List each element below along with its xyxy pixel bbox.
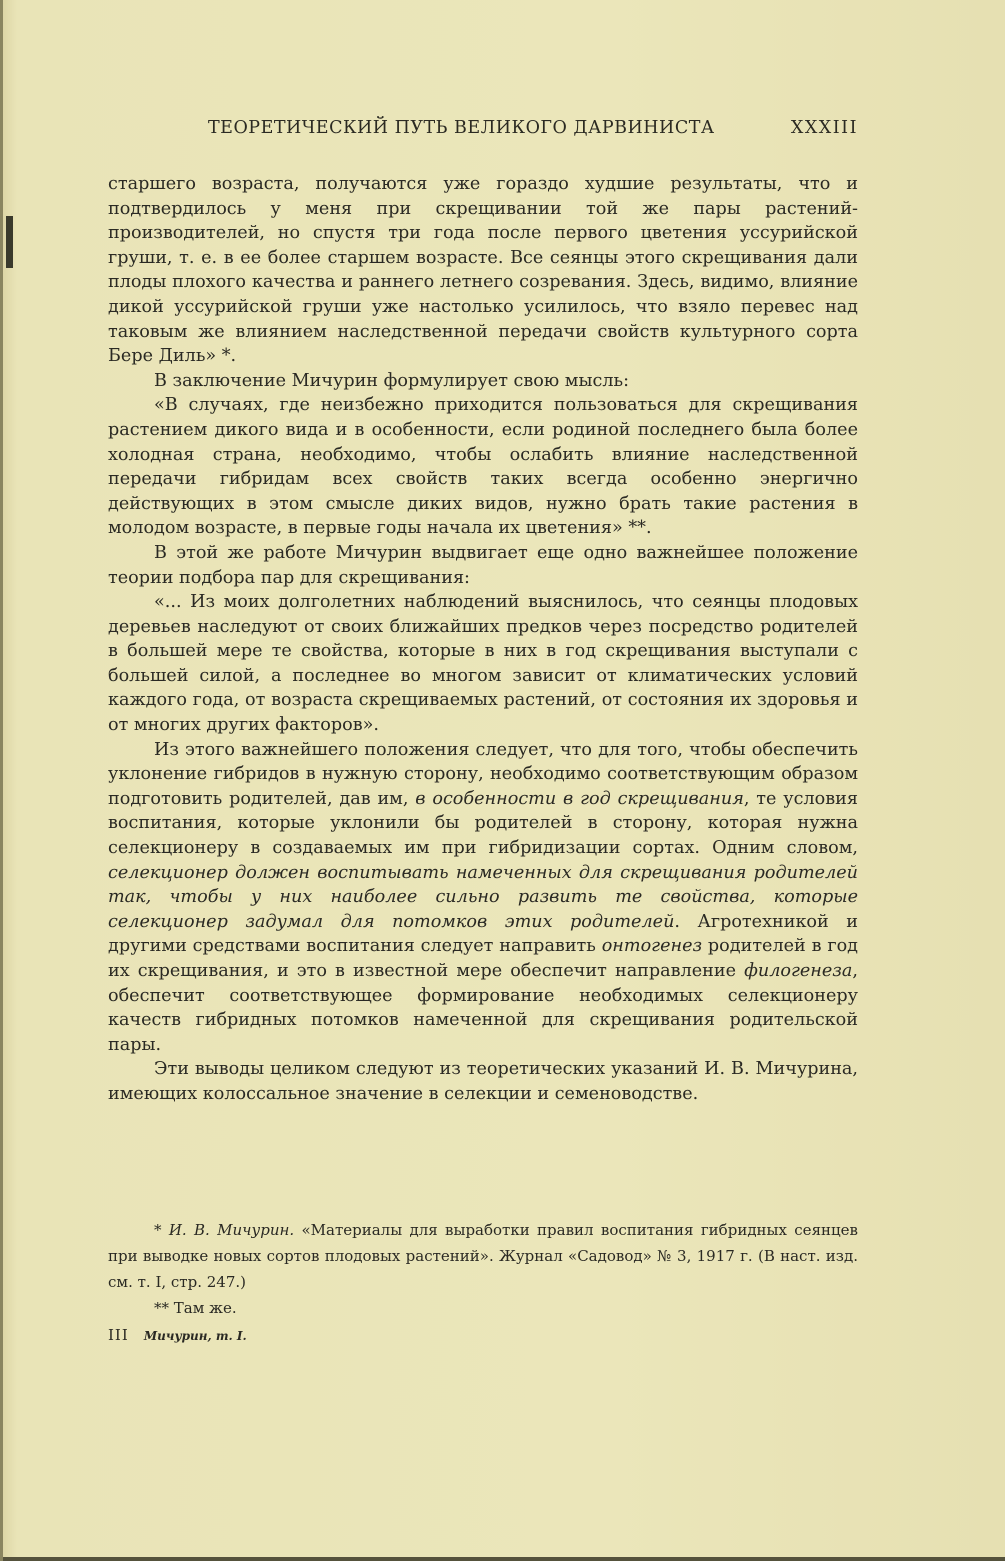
- paragraph-6-text-1: Из этого важнейшего положения следует, что для того, чтобы обеспечить уклонение гибридов в нужную сторону, необходимо соответствующим образом подготовить родителей, дав им,: [108, 739, 858, 809]
- footnotes: [108, 1217, 858, 1321]
- running-head: [208, 118, 858, 148]
- quote-2: «... Из моих долголетних наблюдений выяснилось, что сеянцы плодовых деревьев наследуют от своих ближайших предков через посредство родителей в большей мере те свойства, которые в них в год скрещивания выступали с большей силой, а последнее во многом зависит от климатических условий каждого года, от возраста скрещиваемых растений, от состояния их здоровья и от многих других факторов».: [108, 592, 858, 736]
- paragraph-1: старшего возраста, получаются уже гораздо худшие результаты, что и подтвердилось у меня при скрещивании той же пары растений-производителей, но спустя три года после первого цветения уссурийской груши, т. е. в ее более старшем возрасте. Все сеянцы этого скрещивания дали плоды плохого качества и раннего летнего созревания. Здесь, видимо, влияние дикой уссурийской груши уже настолько усилилось, что взяло перевес над таковым же влиянием наследственной передачи свойств культурного сорта Бере Диль» *.: [108, 174, 858, 367]
- paragraph-7: Эти выводы целиком следуют из теоретических указаний И. В. Мичурина, имеющих колоссальное значение в селекции и семеноводстве.: [108, 1059, 858, 1104]
- paragraph-6-emphasis-1: в особенности в год скрещивания: [415, 788, 744, 809]
- paragraph-6-text-5: , обеспечит соответствующее формирование необходимых селекционеру качеств гибридных потомков намеченной для скрещивания родительской пары.: [108, 961, 858, 1055]
- paragraph-6-text-3: . Агротехникой и другими средствами воспитания следует направить: [108, 911, 858, 957]
- paragraph-6-text-2: , те условия воспитания, которые уклонили бы родителей в сторону, которая нужна селекционеру в создаваемых им при гибридизации сортах. Одним словом,: [108, 788, 858, 859]
- paragraph-2: В заключение Мичурин формулирует свою мысль:: [154, 370, 630, 391]
- footnote-1-text: «Материалы для выработки правил воспитания гибридных сеянцев при выводке новых сортов плодовых растений». Журнал «Садовод» № 3, 1917 г. (В наст. изд. см. т. I, стр. 247.): [108, 1221, 858, 1291]
- running-head-title: ТЕОРЕТИЧЕСКИЙ ПУТЬ ВЕЛИКОГО ДАРВИНИСТА: [208, 118, 715, 138]
- body-text: [108, 172, 858, 1107]
- quote-1: «В случаях, где неизбежно приходится пользоваться для скрещивания растением дикого вида и в особенности, если родиной последнего была более холодная страна, необходимо, чтобы ослабить влияние наследственной передачи гибридам всех свойств таких всегда особенно энергично действующих в этом смысле диких видов, нужно брать такие растения в молодом возрасте, в первые годы начала их цветения» **.: [108, 395, 858, 539]
- paragraph-4: В этой же работе Мичурин выдвигает еще одно важнейшее положение теории подбора пар для скрещивания:: [108, 542, 858, 588]
- paragraph-6-emphasis-2: селекционер должен воспитывать намеченных для скрещивания родителей так, чтобы у них наиболее сильно развить те свойства, которые селекционер задумал для потомков этих родителей: [108, 862, 858, 932]
- footnote-2: ** Там же.: [154, 1299, 237, 1317]
- paragraph-6-emphasis-3: онтогенез: [601, 936, 703, 957]
- paragraph-6-text-4: родителей в год их скрещивания, и это в известной мере обеспечит направление: [108, 936, 858, 981]
- footnote-1-mark: *: [154, 1221, 169, 1239]
- footnote-1-author: И. В. Мичурин.: [168, 1221, 295, 1239]
- page-number: XXXIII: [790, 118, 858, 138]
- binding-mark: [6, 216, 13, 268]
- printer-signature: [108, 1325, 247, 1344]
- signature-reference: Мичурин, т. I.: [143, 1329, 247, 1343]
- sheet-number: III: [108, 1326, 129, 1344]
- paragraph-6: [108, 738, 858, 1058]
- paragraph-6-emphasis-4: филогенеза: [744, 961, 853, 981]
- bottom-edge: [3, 1557, 1005, 1561]
- footnote-1: [108, 1217, 858, 1295]
